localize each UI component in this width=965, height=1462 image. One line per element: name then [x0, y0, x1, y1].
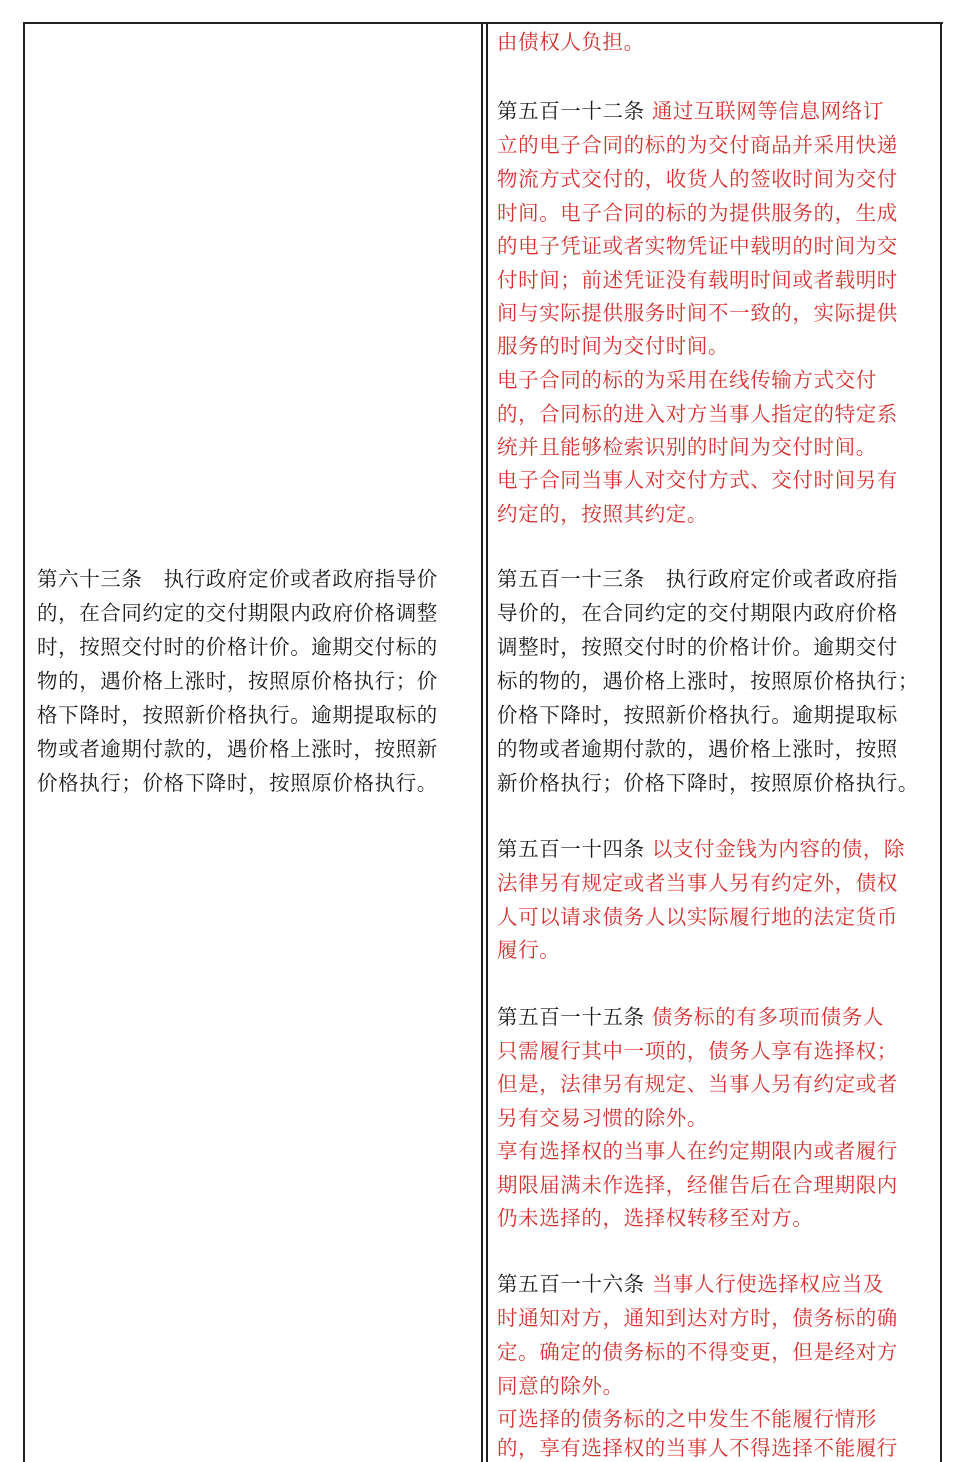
article-512-line: 电子合同的标的为采用在线传输方式交付 — [497, 368, 877, 392]
article-513-line: 导价的，在合同约定的交付期限内政府价格 — [497, 601, 898, 625]
article-516-first-line — [497, 1270, 884, 1298]
article-512-line: 物流方式交付的，收货人的签收时间为交付 — [497, 167, 898, 191]
article-514-first-line — [497, 835, 905, 863]
article-514-first-text: 以支付金钱为内容的债，除 — [651, 837, 906, 861]
article-515-line: 享有选择权的当事人在约定期限内或者履行 — [497, 1139, 898, 1163]
article-513-line: 的物或者逾期付款的，遇价格上涨时，按照 — [497, 737, 898, 761]
article-63-line: 物的，遇价格上涨时，按照原价格执行；价 — [37, 669, 438, 693]
article-512-line: 的，合同标的进入对方当事人指定的特定系 — [497, 402, 898, 426]
article-63-line: 物或者逾期付款的，遇价格上涨时，按照新 — [37, 737, 438, 761]
article-512-line: 统并且能够检索识别的时间为交付时间。 — [497, 435, 877, 459]
article-516-line: 定。确定的债务标的不得变更，但是经对方 — [497, 1340, 898, 1364]
article-512-line: 时间。电子合同的标的为提供服务的，生成 — [497, 201, 898, 225]
article-513-line: 调整时，按照交付时的价格计价。逾期交付 — [497, 635, 898, 659]
article-513-line: 价格下降时，按照新价格执行。逾期提取标 — [497, 703, 898, 727]
article-514-line: 法律另有规定或者当事人另有约定外，债权 — [497, 871, 898, 895]
column-divider — [481, 22, 483, 1462]
article-514-line: 人可以请求债务人以实际履行地的法定货币 — [497, 905, 898, 929]
article-512-line: 间与实际提供服务时间不一致的，实际提供 — [497, 301, 898, 325]
article-513-line: 新价格执行；价格下降时，按照原价格执行。 — [497, 771, 919, 795]
article-513-line: 第五百一十三条 执行政府定价或者政府指 — [497, 567, 898, 591]
continued-text: 由债权人负担。 — [497, 30, 645, 54]
article-515-first-line — [497, 1003, 884, 1031]
table-top-border — [23, 22, 943, 24]
article-516-first-text: 当事人行使选择权应当及 — [651, 1272, 884, 1296]
article-515-line: 另有交易习惯的除外。 — [497, 1106, 708, 1130]
article-63-line: 格下降时，按照新价格执行。逾期提取标的 — [37, 703, 438, 727]
article-515-first-text: 债务标的有多项而债务人 — [651, 1005, 884, 1029]
table-right-border — [940, 22, 942, 1462]
article-516-line: 同意的除外。 — [497, 1374, 624, 1398]
table-left-border — [23, 22, 25, 1462]
article-515-line: 仍未选择的，选择权转移至对方。 — [497, 1206, 814, 1230]
article-63-line: 价格执行；价格下降时，按照原价格执行。 — [37, 771, 438, 795]
article-515-line: 但是，法律另有规定、当事人另有约定或者 — [497, 1072, 898, 1096]
article-515-line: 只需履行其中一项的，债务人享有选择权； — [497, 1039, 898, 1063]
article-63-line: 第六十三条 执行政府定价或者政府指导价 — [37, 567, 438, 591]
article-512-line: 立的电子合同的标的为交付商品并采用快递 — [497, 133, 898, 157]
article-515-line: 期限届满未作选择，经催告后在合理期限内 — [497, 1173, 898, 1197]
article-516-number: 第五百一十六条 — [497, 1272, 645, 1296]
article-514-line: 履行。 — [497, 938, 561, 962]
article-63-line: 时，按照交付时的价格计价。逾期交付标的 — [37, 635, 438, 659]
article-516-line: 时通知对方，通知到达对方时，债务标的确 — [497, 1306, 898, 1330]
column-divider-inner — [486, 22, 488, 1462]
article-512-first-line — [497, 97, 884, 125]
article-512-line: 服务的时间为交付时间。 — [497, 334, 730, 358]
article-512-line: 电子合同当事人对交付方式、交付时间另有 — [497, 468, 898, 492]
article-512-first-text: 通过互联网等信息网络订 — [651, 99, 884, 123]
article-514-number: 第五百一十四条 — [497, 837, 645, 861]
article-512-number: 第五百一十二条 — [497, 99, 645, 123]
article-512-line: 的电子凭证或者实物凭证中载明的时间为交 — [497, 234, 898, 258]
article-512-line: 付时间；前述凭证没有载明时间或者载明时 — [497, 268, 898, 292]
article-513-line: 标的物的，遇价格上涨时，按照原价格执行； — [497, 669, 919, 693]
article-516-line: 的，享有选择权的当事人不得选择不能履行 — [497, 1436, 898, 1460]
article-515-number: 第五百一十五条 — [497, 1005, 645, 1029]
article-512-line: 约定的，按照其约定。 — [497, 502, 708, 526]
article-63-line: 的，在合同约定的交付期限内政府价格调整 — [37, 601, 438, 625]
article-516-line: 可选择的债务标的之中发生不能履行情形 — [497, 1407, 877, 1431]
